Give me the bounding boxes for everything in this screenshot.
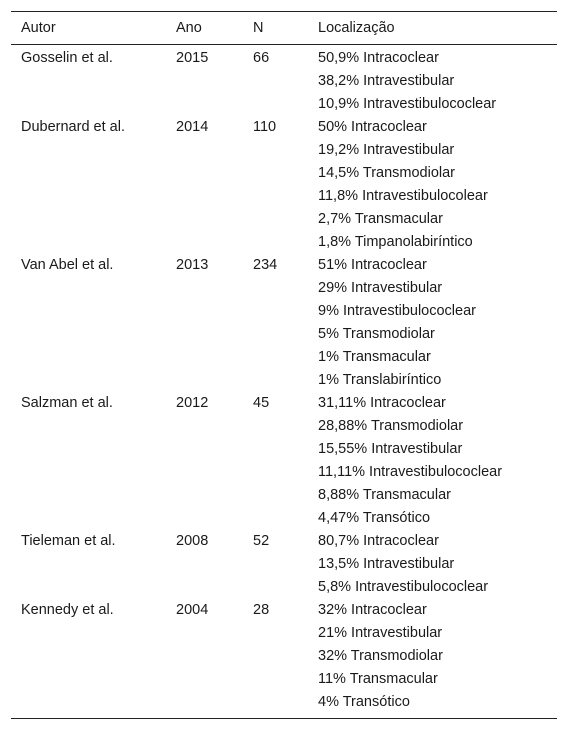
localizacao-entry: 32% Intracoclear [318, 602, 427, 618]
localizacao-entry: 4,47% Transótico [318, 510, 431, 526]
cell-localizacao [308, 45, 557, 117]
localizacao-entry: 15,55% Intravestibular [318, 441, 463, 457]
localizacao-entry: 8,88% Transmacular [318, 487, 451, 503]
localizacao-entry: 11% Transmacular [318, 671, 438, 687]
localizacao-entry: 11,11% Intravestibulococlear [318, 464, 503, 480]
cell-ano: 2013 [176, 257, 209, 273]
localizacao-entry: 11,8% Intravestibulocolear [318, 188, 488, 204]
cell-localizacao [308, 392, 557, 530]
cell-localizacao [308, 116, 557, 254]
header-ano: Ano [176, 20, 202, 36]
localizacao-entry: 51% Intracoclear [318, 257, 427, 273]
header-localizacao: Localização [318, 20, 395, 36]
localizacao-entry: 80,7% Intracoclear [318, 533, 439, 549]
localizacao-entry: 2,7% Transmacular [318, 211, 443, 227]
table-row [11, 530, 557, 599]
table-body [11, 45, 557, 719]
cell-ano: 2012 [176, 395, 209, 411]
cell-autor: Dubernard et al. [21, 119, 125, 135]
cell-autor: Kennedy et al. [21, 602, 114, 618]
localizacao-entry: 21% Intravestibular [318, 625, 443, 641]
localizacao-entry: 50% Intracoclear [318, 119, 427, 135]
table-row [11, 392, 557, 530]
header-n: N [253, 20, 264, 36]
localizacao-entry: 38,2% Intravestibular [318, 73, 455, 89]
localizacao-entry: 5% Transmodiolar [318, 326, 435, 342]
cell-ano: 2004 [176, 602, 209, 618]
localizacao-entry: 5,8% Intravestibulococlear [318, 579, 489, 595]
cell-n: 52 [253, 533, 270, 549]
cell-localizacao [308, 599, 557, 719]
cell-localizacao [308, 254, 557, 392]
cell-n: 110 [253, 119, 277, 135]
table-row [11, 45, 557, 117]
localizacao-entry: 1,8% Timpanolabiríntico [318, 234, 473, 250]
localizacao-entry: 1% Translabiríntico [318, 372, 442, 388]
localizacao-entry: 28,88% Transmodiolar [318, 418, 464, 434]
cell-localizacao [308, 530, 557, 599]
cell-autor: Van Abel et al. [21, 257, 114, 273]
cell-n: 45 [253, 395, 270, 411]
localizacao-entry: 50,9% Intracoclear [318, 50, 439, 66]
localizacao-entry: 19,2% Intravestibular [318, 142, 455, 158]
cell-ano: 2015 [176, 50, 209, 66]
localizacao-entry: 32% Transmodiolar [318, 648, 443, 664]
data-table-container [11, 11, 557, 719]
localizacao-entry: 4% Transótico [318, 694, 410, 710]
header-autor: Autor [21, 20, 56, 36]
cell-n: 28 [253, 602, 270, 618]
table-row [11, 254, 557, 392]
data-table [11, 11, 557, 719]
cell-n: 234 [253, 257, 278, 273]
localizacao-entry: 31,11% Intracoclear [318, 395, 446, 411]
cell-autor: Gosselin et al. [21, 50, 113, 66]
localizacao-entry: 1% Transmacular [318, 349, 431, 365]
cell-ano: 2008 [176, 533, 209, 549]
cell-ano: 2014 [176, 119, 209, 135]
localizacao-entry: 14,5% Transmodiolar [318, 165, 456, 181]
localizacao-entry: 10,9% Intravestibulococlear [318, 96, 497, 112]
cell-autor: Tieleman et al. [21, 533, 116, 549]
cell-autor: Salzman et al. [21, 395, 113, 411]
table-row [11, 116, 557, 254]
localizacao-entry: 9% Intravestibulococlear [318, 303, 476, 319]
cell-n: 66 [253, 50, 270, 66]
localizacao-entry: 13,5% Intravestibular [318, 556, 455, 572]
localizacao-entry: 29% Intravestibular [318, 280, 443, 296]
table-header [11, 12, 557, 45]
table-row [11, 599, 557, 719]
table-header-row [11, 12, 557, 45]
